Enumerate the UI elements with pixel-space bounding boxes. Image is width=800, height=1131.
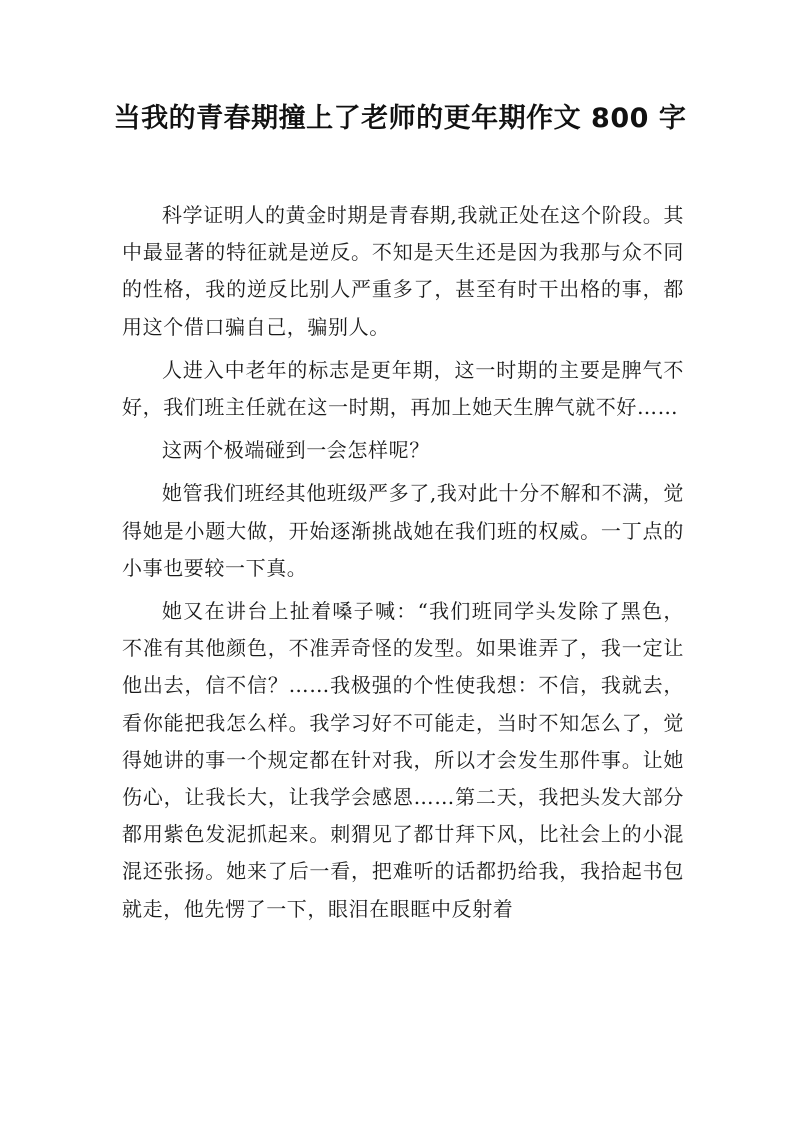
paragraph: 这两个极端碰到一会怎样呢？ <box>162 438 430 463</box>
paragraph: 她管我们班经其他班级严多了,我对此十分不解和不满，觉得她是小题大做，开始逐渐挑战她在我们班的权威。一丁点的小事也要较一下真。 <box>122 481 684 580</box>
document-title: 当我的青春期撞上了老师的更年期作文 800 字 <box>113 103 687 134</box>
document-body <box>122 197 684 934</box>
paragraph: 她又在讲台上扯着嗓子喊：“我们班同学头发除了黑色，不准有其他颜色，不准弄奇怪的发型。如果谁弄了，我一定让他出去，信不信？……我极强的个性使我想：不信，我就去，看你能把我怎么样。我学习好不可能走，当时不知怎么了，觉得她讲的事一个规定都在针对我，所以才会发生那件事。让她伤心，让我长大，让我学会感恩……第二天，我把头发大部分都用紫色发泥抓起来。刺猬见了都廿拜下风，比社会上的小混混还张扬。她来了后一看，把难听的话都扔给我，我拾起书包就走，他先愣了一下，眼泪在眼眶中反射着 <box>122 599 684 921</box>
paragraph: 科学证明人的黄金时期是青春期,我就正处在这个阶段。其中最显著的特征就是逆反。不知是天生还是因为我那与众不同的性格，我的逆反比别人严重多了，甚至有时干出格的事，都用这个借口骗自己，骗别人。 <box>122 203 684 339</box>
paragraph: 人进入中老年的标志是更年期，这一时期的主要是脾气不好，我们班主任就在这一时期，再加上她天生脾气就不好…… <box>122 357 684 420</box>
